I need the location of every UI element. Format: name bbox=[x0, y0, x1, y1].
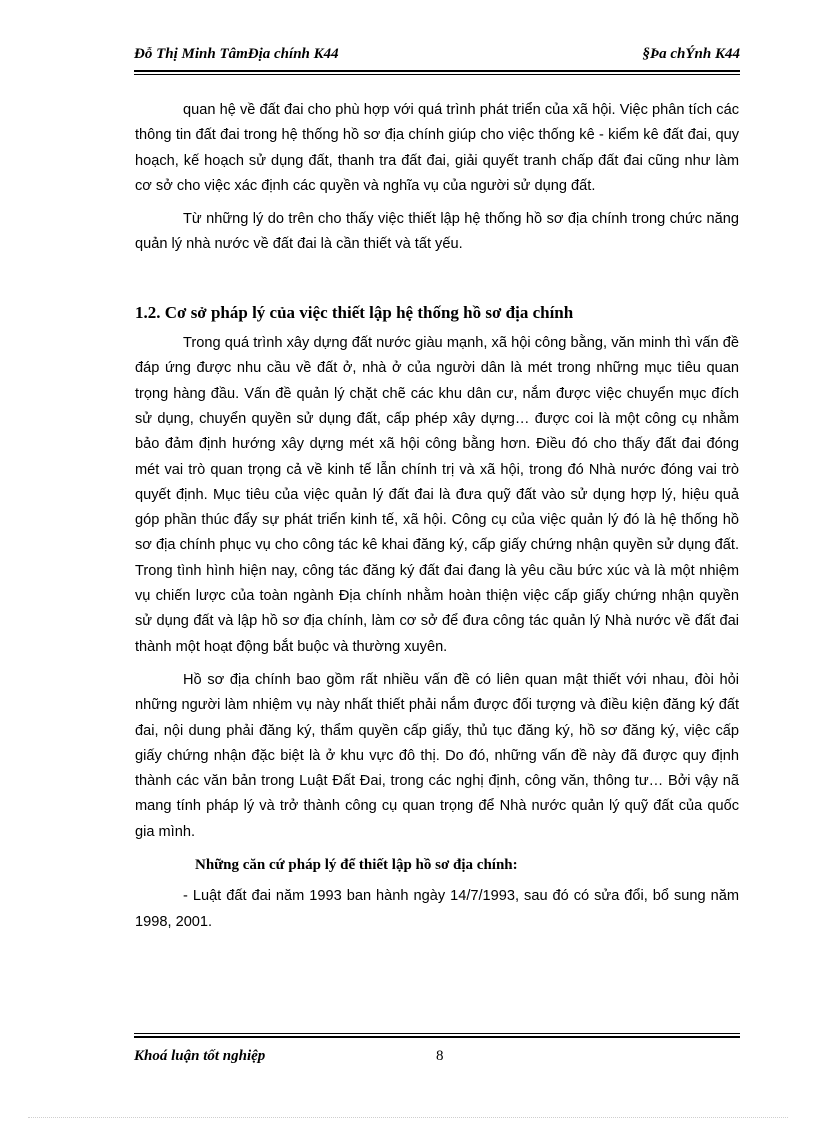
paragraph: Từ những lý do trên cho thấy việc thiết lập hệ thống hồ sơ địa chính trong chức năng quản lý nhà nước về đất đai là cần thiết và tất yếu. bbox=[135, 211, 739, 253]
header-rule-thick bbox=[134, 70, 740, 72]
paragraph: quan hệ về đất đai cho phù hợp với quá trình phát triển của xã hội. Việc phân tích các thông tin đất đai trong hệ thống hồ sơ địa chính giúp cho việc thống kê - kiểm kê đất đai, quy hoạch, kế hoạch sử dụng đất, thanh tra đất đai, giải quyết tranh chấp đất đai cũng như làm cơ sở cho việc xác định các quyền và nghĩa vụ của người sử dụng đất. bbox=[135, 102, 739, 194]
footer-rule-thin bbox=[134, 1033, 740, 1034]
header-author: Đỗ Thị Minh TâmĐịa chính K44 bbox=[134, 46, 339, 62]
list-item: - Luật đất đai năm 1993 ban hành ngày 14/7/1993, sau đó có sửa đổi, bổ sung năm 1998, 2001. bbox=[135, 888, 739, 930]
section-heading: 1.2. Cơ sở pháp lý của việc thiết lập hệ thống hồ sơ địa chính bbox=[135, 302, 574, 322]
page-edge-divider bbox=[28, 1117, 788, 1118]
footer-title: Khoá luận tốt nghiệp bbox=[134, 1048, 266, 1064]
header-rule-thin bbox=[134, 74, 740, 75]
sub-heading: Những căn cứ pháp lý để thiết lập hồ sơ địa chính: bbox=[195, 857, 518, 874]
header-course: §Þa chÝnh K44 bbox=[642, 46, 740, 62]
document-body bbox=[135, 98, 739, 935]
page-number: 8 bbox=[436, 1048, 444, 1064]
paragraph: Trong quá trình xây dựng đất nước giàu mạnh, xã hội công bằng, văn minh thì vấn đề đáp ứng được nhu cầu về đất ở, nhà ở của người dân là mét trong những mục tiêu quan trọng hàng đầu. Vấn đề quản lý chặt chẽ các khu dân cư, nắm được việc chuyển mục đích sử dụng, chuyển quyền sử dụng đất, cấp phép xây dựng… được coi là một công cụ nhằm bảo đảm định hướng xây dựng mét xã hội công bằng hơn. Điều đó cho thấy đất đai đóng mét vai trò quan trọng cả về kinh tế lẫn chính trị và xã hội, trong đó Nhà nước đóng vai trò quyết định. Mục tiêu của việc quản lý đất đai là đưa quỹ đất vào sử dụng hợp lý, hiệu quả góp phần thúc đẩy sự phát triển kinh tế, xã hội. Công cụ của việc quản lý đó là hệ thống hồ sơ địa chính phục vụ cho công tác kê khai đăng ký, cấp giấy chứng nhận quyền sử dụng đất. Trong tình hình hiện nay, công tác đăng ký đất đai đang là yêu cầu bức xúc và là một nhiệm vụ chiến lược của toàn ngành Địa chính nhằm hoàn thiện việc cấp giấy chứng nhận quyền sử dụng đất và lập hồ sơ địa chính, làm cơ sở để đưa công tác quản lý Nhà nước về đất đai thành một hoạt động bắt buộc và thường xuyên. bbox=[135, 335, 739, 655]
paragraph: Hồ sơ địa chính bao gồm rất nhiều vấn đề có liên quan mật thiết với nhau, đòi hỏi những người làm nhiệm vụ này nhất thiết phải nắm được đối tượng và điều kiện đăng ký đất đai, nội dung phải đăng ký, thẩm quyền cấp giấy, thủ tục đăng ký, hồ sơ đăng ký, việc cấp giấy chứng nhận đặc biệt là ở khu vực đô thị. Do đó, những vấn đề này đã được quy định thành các văn bản trong Luật Đất Đai, trong các nghị định, công văn, thông tư… Bởi vậy nã mang tính pháp lý và trở thành công cụ quan trọng để Nhà nước quản lý quỹ đất của quốc gia mình. bbox=[135, 671, 739, 840]
footer-rule-thick bbox=[134, 1036, 740, 1038]
